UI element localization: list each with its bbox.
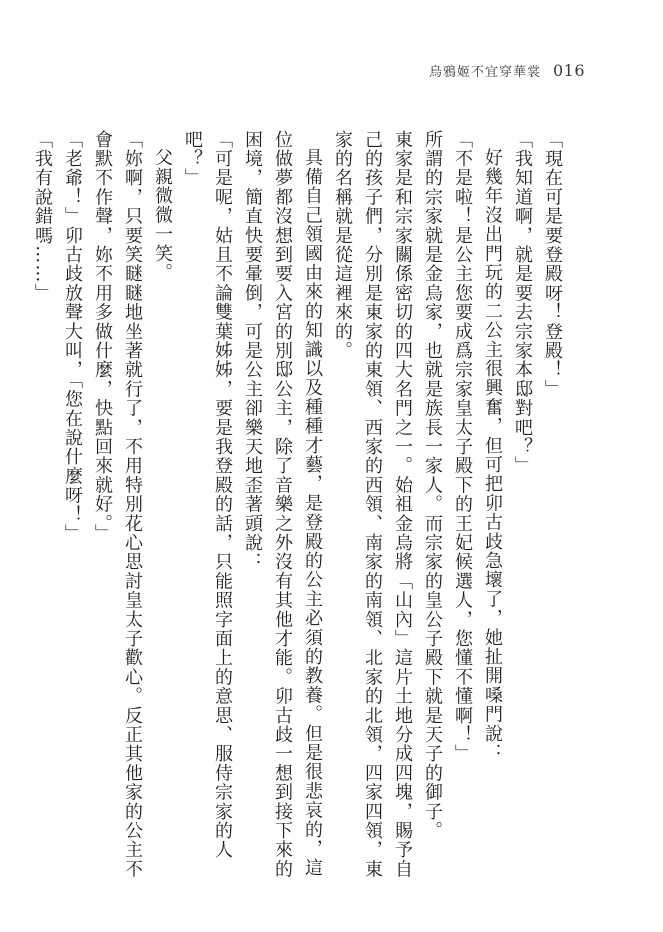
paragraph: 具備自己領國由來的知識以及種種才藝，是登殿的公主必須的教養。但是很悲哀的，這位做夢都沒想到要入宮的別邸公主，除了音樂之外沒有其他才能。卯古歧一想到接下來的困境，簡直快要暈倒，可是公主卻樂天地歪著頭說： [242, 130, 323, 879]
paragraph: 好幾年沒出門玩的二公主很興奮，但可把卯古歧急壞了，她扯開嗓門說： [482, 148, 503, 763]
page-number: 016 [552, 61, 585, 80]
paragraph: 「妳啊，只要笑瞇瞇地坐著就行了，不用特別花心思討皇太子歡心。反正其他家的公主不會默不作聲，妳不用多做什麼，快點回來就好。」 [92, 130, 143, 879]
paragraph: 「不是啦！是公主您要成爲宗家皇太子殿下的王妃候選人，您懂不懂啊！」 [452, 130, 473, 764]
paragraph: 父親微微一笑。 [152, 148, 173, 283]
paragraph: 「我有說錯嗎……」 [32, 130, 53, 303]
body-text [32, 130, 567, 890]
paragraph: 「可是呢，姑且不論雙葉姊姊，要是我登殿的話，只能照字面上的意思、服侍宗家的人吧？」 [182, 130, 233, 860]
paragraph: 所謂的宗家就是金烏家，也就是族長一家人。而宗家的皇公子殿下就是天子的御子。 [422, 130, 443, 841]
paragraph: 「我知道啊，就是要去宗家本邸對吧？」 [512, 130, 533, 476]
running-header [429, 61, 585, 80]
paragraph: 「老爺！」卯古歧放聲大叫，「您在說什麼呀！」 [62, 130, 83, 544]
paragraph: 東家是和宗家關係密切的四大名門之一。始祖金烏將「山內」這片土地分成四塊，賜予自己的孩子們，分別是東家的東領、西家的西領、南家的南領、北家的北領，四家四領，東家的名稱就是從這裡來的。 [332, 130, 413, 879]
book-title: 烏鴉姬不宜穿華裳 [428, 65, 541, 80]
paragraph: 「現在可是要登殿呀！登殿！」 [542, 130, 563, 399]
